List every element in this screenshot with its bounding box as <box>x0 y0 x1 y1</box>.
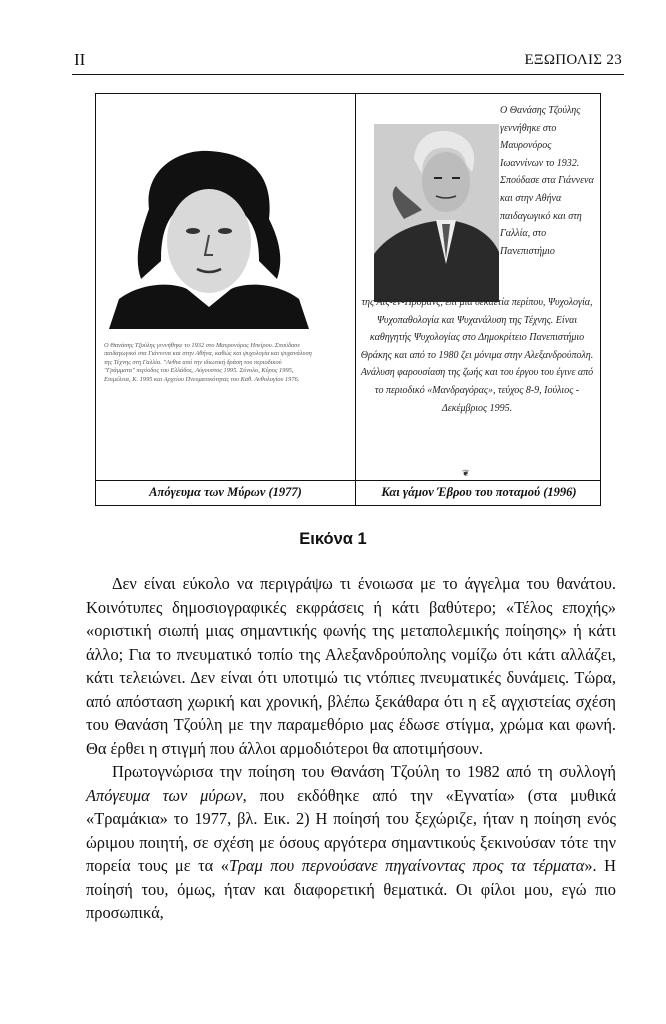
page-number: ΙΙ <box>74 50 86 69</box>
figure-title: Εικόνα 1 <box>299 530 367 548</box>
running-title: ΕΞΩΠΟΛΙΣ 23 <box>524 52 622 68</box>
right-caption-note-bottom: της Αιξ-εν-Προβάνς, επί μια δεκαετία περίπου, Ψυχολογία, Ψυχοπαθολογία και Ψυχανάλυση της Τέχνης. Είναι καθηγητής Ψυχολογίας στο Δημοκρίτειο Πανεπιστήμιο Θράκης και από το 1980 ζει μόνιμα στην Αλεξανδρούπολη. Ανάλυση φαρουσίαση της ζωής και του έργου του έγινε από το περιοδικό «Μανδραγόρας», τεύχος 8-9, Ιούλιος - Δεκέμβριος 1995. <box>360 297 594 414</box>
paragraph-2-part-e: ». Η ποίησή του, όμως, ήταν και διαφορετική θεματικά. Οι φίλοι μου, εγώ πιο προσωπικά, <box>86 856 616 922</box>
body-text <box>86 572 616 925</box>
portrait-photo-1996 <box>374 124 499 302</box>
left-caption-note: Ο Θανάσης Τζούλης γεννήθηκε το 1932 στο Μαυρονόρος Ηπείρου. Σπούδασε παιδαγωγικό στα Γιάννενα και στην Αθήνα, καθώς και ψυχολογία και ψυχανάλυση της Τέχνης στη Γαλλία. "Ανθια από την ιδιωτική δράση του περιοδικού "Γράμματα" περίοδος του Ελλάδος, Αύγουστος 1995. Σύνολο, Κύρος 1995, Επιμέλεια, Κ. 1995 και Αρχείου Πνευματικότητας του Καθ. Ανθολογίου 1976. <box>104 342 312 383</box>
header-rule <box>72 74 624 75</box>
ornament-icon: ❦ <box>462 468 470 478</box>
paragraph-2-part-a: Πρωτογνώρισα την ποίηση του Θανάση Τζούλη το 1982 από τη συλλογή <box>112 762 616 781</box>
paragraph-2-part-c: , που εκδόθηκε από την «Εγνατία» (στα μυθικά «Τραμάκια» το 1977, βλ. Εικ. 2) Η ποίησή του ξεχώριζε, ήταν η ποίηση ενός ώριμου ποιητή, σε σχέση με όσους αργότερα σημαντικούς ξεκινούσαν τότε την πορεία τους με τα « <box>86 785 616 875</box>
left-book-caption: Απόγευμα των Μύρων (1977) <box>149 485 302 499</box>
book-title-apogeuma: Απόγευμα των μύρων <box>86 785 243 805</box>
right-caption-note-top: Ο Θανάσης Τζούλης γεννήθηκε στο Μαυρονόρος Ιωαννίνων το 1932. Σπούδασε στα Γιάννενα και στην Αθήνα παιδαγωγικό και στη Γαλλία, στο Πανεπιστήμιο <box>500 105 594 257</box>
figure-frame <box>95 93 601 506</box>
right-book-caption: Και γάμον Έβρου του ποταμού (1996) <box>381 485 577 499</box>
caption-rule <box>96 480 600 481</box>
paragraph-2 <box>86 760 616 925</box>
book-title-tram: Τραμ που περνούσανε πηγαίνοντας προς τα τέρματα <box>228 856 585 875</box>
paragraph-1: Δεν είναι εύκολο να περιγράψω τι ένοιωσα με το άγγελμα του θανάτου. Κοινότυπες δημοσιογραφικές εκφράσεις ή κάτι βαθύτερο; «Τέλος εποχής» «οριστική σιωπή μιας σημαντικής φωνής της μεταπολεμικής ποίησης» ή κάτι άλλο; Για το πνευματικό τοπίο της Αλεξανδρούπολης νομίζω ότι κάτι αλλάζει, κάτι τελειώνει. Δεν είναι ότι υποτιμώ τις ντόπιες πνευματικές δυνάμεις. Τώρα, από απόσταση χωρική και χρονική, βλέπω ξεκάθαρα ότι η εξ αγχιστείας σχέση του Θανάση Τζούλη με την παραμεθόριο μας έδωσε στίγμα, χρώμα και φωνή. Θα έρθει η στιγμή που άλλοι αρμοδιότεροι θα αποτιμήσουν. <box>86 574 616 758</box>
figure-divider <box>355 94 356 505</box>
portrait-photo-1977 <box>109 149 309 329</box>
